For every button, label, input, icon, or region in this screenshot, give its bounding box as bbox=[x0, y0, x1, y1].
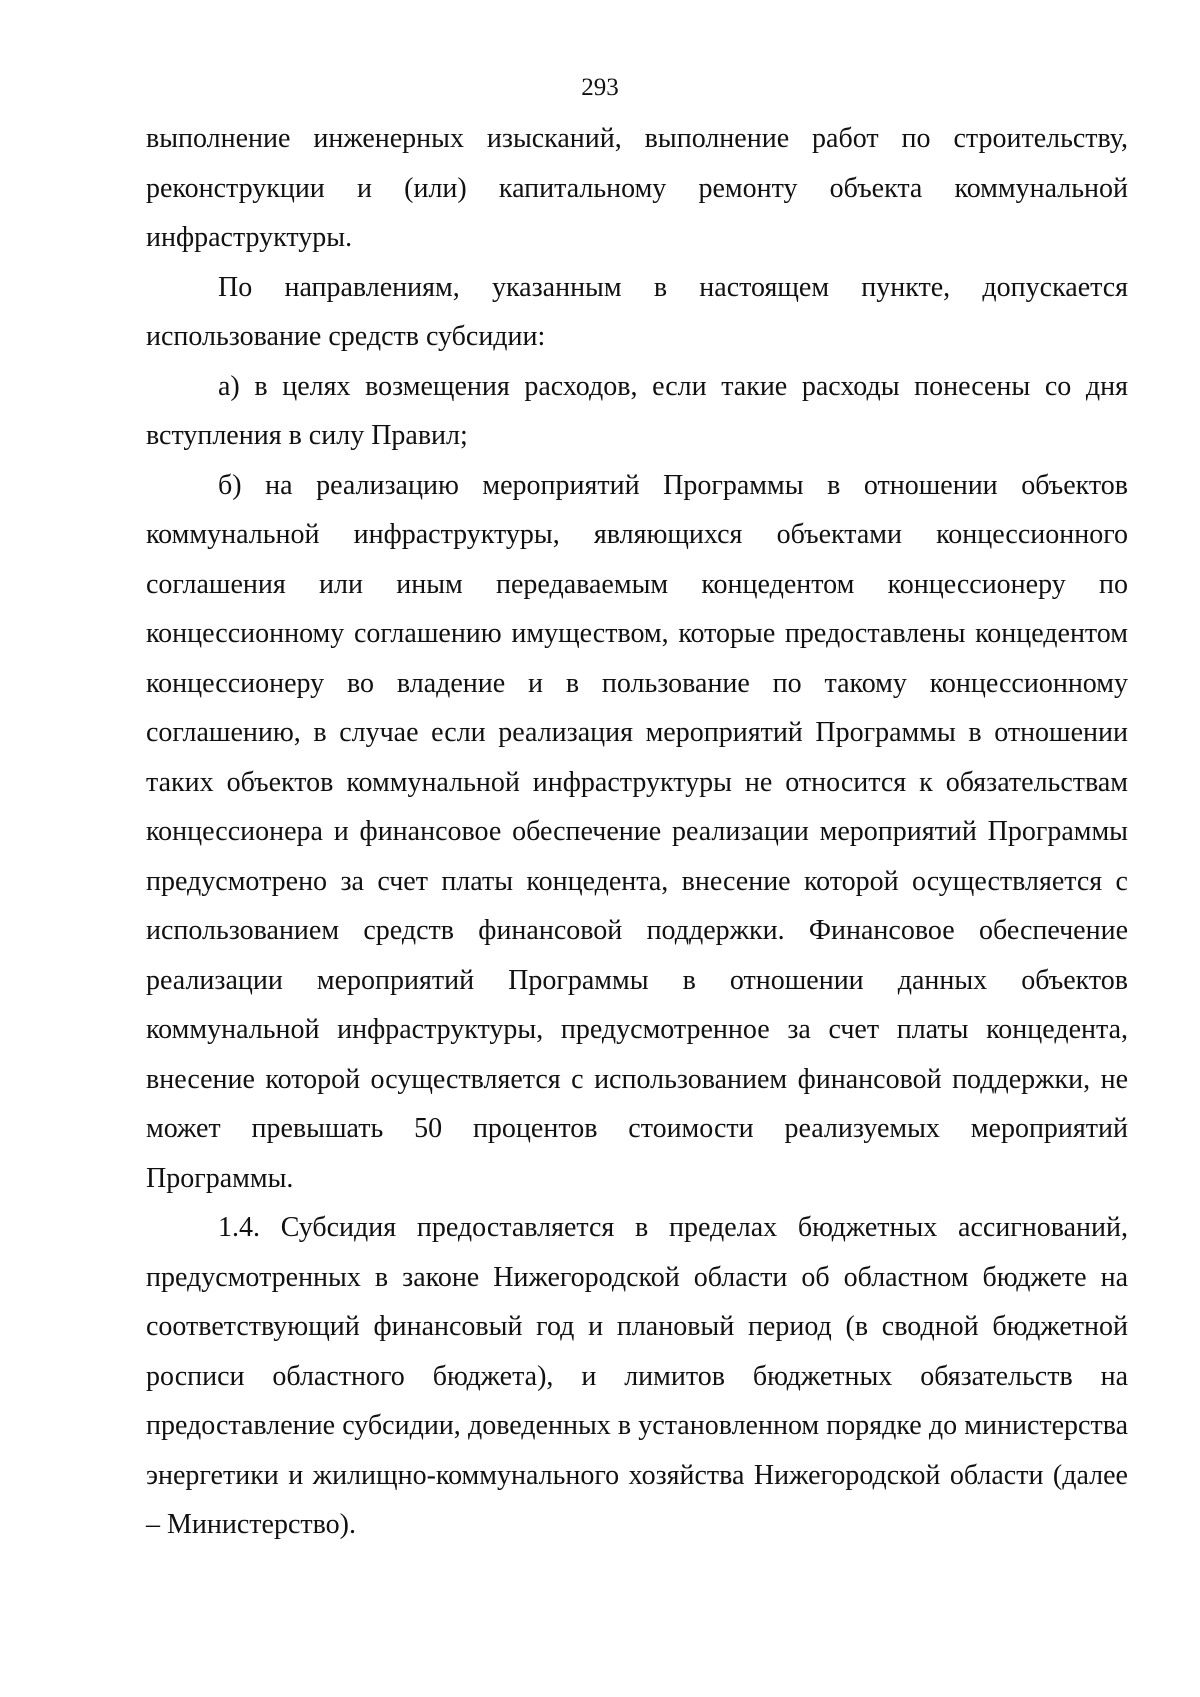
paragraph-item-b: б) на реализацию мероприятий Программы в отношении объектов коммунальной инфраструктуры, являющихся объектами концессионного соглашения или иным передаваемым концедентом концессионеру по концессионному соглашению имуществом, которые предоставлены концедентом концессионеру во владение и в пользование по такому концессионному соглашению, в случае если реализация мероприятий Программы в отношении таких объектов коммунальной инфраструктуры не относится к обязательствам концессионера и финансовое обеспечение реализации мероприятий Программы предусмотрено за счет платы концедента, внесение которой осуществляется с использованием средств финансовой поддержки. Финансовое обеспечение реализации мероприятий Программы в отношении данных объектов коммунальной инфраструктуры, предусмотренное за счет платы концедента, внесение которой осуществляется с использованием финансовой поддержки, не может превышать 50 процентов стоимости реализуемых мероприятий Программы. bbox=[146, 469, 1128, 1194]
page-number: 293 bbox=[581, 74, 619, 101]
paragraph-directions: По направлениям, указанным в настоящем пункте, допускается использование средств субсидии: bbox=[146, 271, 1128, 352]
document-body bbox=[146, 114, 1128, 1550]
paragraph-continuation: выполнение инженерных изысканий, выполнение работ по строительству, реконструкции и (или) капитальному ремонту объекта коммунальной инфраструктуры. bbox=[146, 123, 1128, 253]
paragraph-section-1-4: 1.4. Субсидия предоставляется в пределах бюджетных ассигнований, предусмотренных в законе Нижегородской области об областном бюджете на соответствующий финансовый год и плановый период (в сводной бюджетной росписи областного бюджета), и лимитов бюджетных обязательств на предоставление субсидии, доведенных в установленном порядке до министерства энергетики и жилищно-коммунального хозяйства Нижегородской области (далее – Министерство). bbox=[146, 1212, 1128, 1540]
paragraph-item-a: а) в целях возмещения расходов, если такие расходы понесены со дня вступления в силу Правил; bbox=[146, 370, 1128, 451]
